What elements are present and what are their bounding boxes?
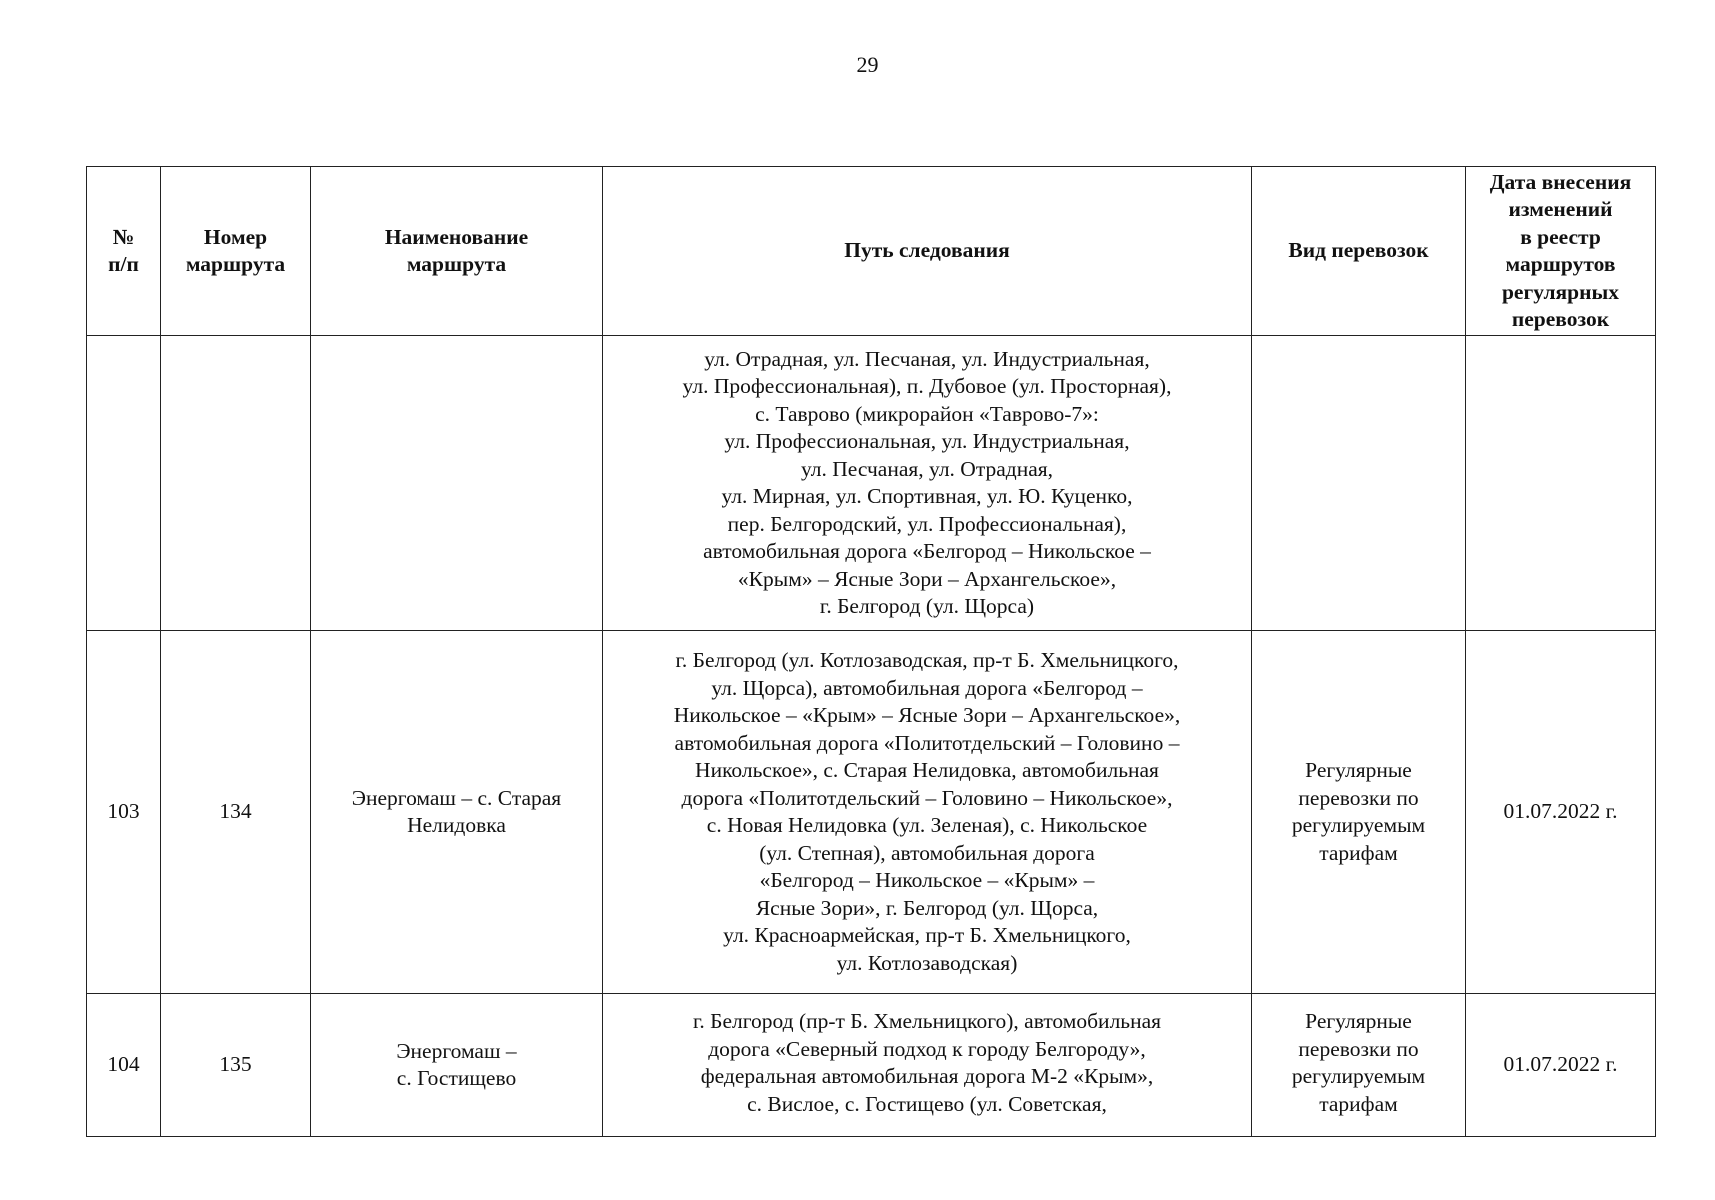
table-header-row xyxy=(87,167,1656,336)
cell-route-name xyxy=(311,336,603,631)
cell-registry-date xyxy=(1466,336,1656,631)
cell-route-number xyxy=(161,336,311,631)
route-registry-table xyxy=(86,166,1656,1137)
cell-carriage-type: Регулярные перевозки по регулируемым тарифам xyxy=(1252,631,1466,994)
cell-route-path: г. Белгород (ул. Котлозаводская, пр-т Б. Хмельницкого, ул. Щорса), автомобильная дорога «Белгород – Никольское – «Крым» – Ясные Зори – Архангельское», автомобильная дорога «Политотдельский – Головино – Никольское», с. Старая Нелидовка, автомобильная дорога «Политотдельский – Головино – Никольское», с. Новая Нелидовка (ул. Зеленая), с. Никольское (ул. Степная), автомобильная дорога «Белгород – Никольское – «Крым» – Ясные Зори», г. Белгород (ул. Щорса, ул. Красноармейская, пр-т Б. Хмельницкого, ул. Котлозаводская) xyxy=(603,631,1252,994)
header-route-path: Путь следования xyxy=(603,167,1252,336)
cell-route-number: 134 xyxy=(161,631,311,994)
cell-registry-date: 01.07.2022 г. xyxy=(1466,631,1656,994)
table-row xyxy=(87,994,1656,1137)
cell-route-number: 135 xyxy=(161,994,311,1137)
cell-num: 103 xyxy=(87,631,161,994)
header-route-number: Номер маршрута xyxy=(161,167,311,336)
cell-carriage-type: Регулярные перевозки по регулируемым тарифам xyxy=(1252,994,1466,1137)
cell-route-path: ул. Отрадная, ул. Песчаная, ул. Индустриальная, ул. Профессиональная), п. Дубовое (ул. Просторная), с. Таврово (микрорайон «Таврово-7»: ул. Профессиональная, ул. Индустриальная, ул. Песчаная, ул. Отрадная, ул. Мирная, ул. Спортивная, ул. Ю. Куценко, пер. Белгородский, ул. Профессиональная), автомобильная дорога «Белгород – Никольское – «Крым» – Ясные Зори – Архангельское», г. Белгород (ул. Щорса) xyxy=(603,336,1252,631)
cell-num xyxy=(87,336,161,631)
header-route-name: Наименование маршрута xyxy=(311,167,603,336)
table-row xyxy=(87,336,1656,631)
table-row xyxy=(87,631,1656,994)
cell-num: 104 xyxy=(87,994,161,1137)
header-carriage-type: Вид перевозок xyxy=(1252,167,1466,336)
page-number: 29 xyxy=(856,52,879,77)
header-registry-date: Дата внесения изменений в реестр маршрутов регулярных перевозок xyxy=(1466,167,1656,336)
header-num: № п/п xyxy=(87,167,161,336)
cell-route-name: Энергомаш – с. Гостищево xyxy=(311,994,603,1137)
cell-route-name: Энергомаш – с. Старая Нелидовка xyxy=(311,631,603,994)
cell-registry-date: 01.07.2022 г. xyxy=(1466,994,1656,1137)
cell-route-path: г. Белгород (пр-т Б. Хмельницкого), автомобильная дорога «Северный подход к городу Белгороду», федеральная автомобильная дорога М-2 «Крым», с. Вислое, с. Гостищево (ул. Советская, xyxy=(603,994,1252,1137)
cell-carriage-type xyxy=(1252,336,1466,631)
